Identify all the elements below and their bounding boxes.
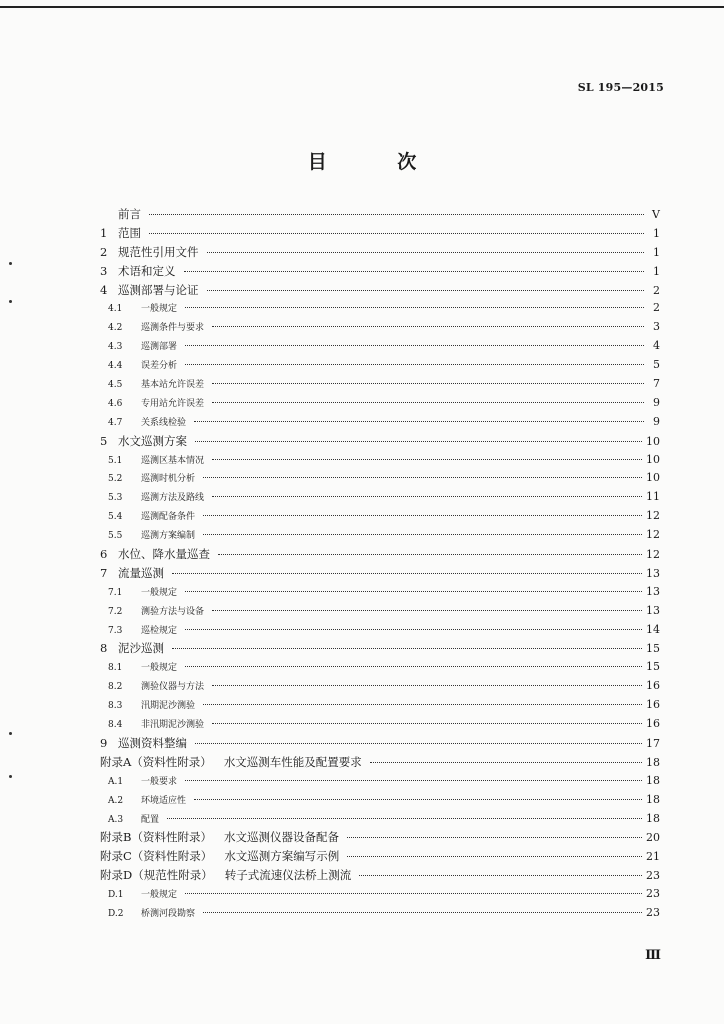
dot-leader <box>203 704 642 705</box>
toc-entry[interactable] <box>100 318 660 337</box>
toc-entry-page: 23 <box>646 905 660 919</box>
toc-entry-title: 专用站允许误差 <box>141 398 205 409</box>
dot-leader <box>172 648 642 649</box>
toc-entry-number: 2 <box>100 244 108 259</box>
toc-entry-page: 12 <box>646 528 660 542</box>
dot-leader <box>207 252 645 253</box>
toc-entry-number: 8.2 <box>108 682 123 693</box>
toc-entry-number: 7.1 <box>108 587 123 598</box>
toc-entry-title: 巡测部署与论证 <box>118 282 199 297</box>
toc-entry[interactable] <box>100 621 660 640</box>
toc-entry-page: 5 <box>653 358 660 372</box>
dot-leader <box>185 307 644 308</box>
toc-entry-title: 一般规定 <box>141 587 178 598</box>
toc-entry-page: 10 <box>646 452 660 466</box>
toc-entry-page: 9 <box>653 395 660 409</box>
toc-entry[interactable] <box>100 791 660 810</box>
toc-entry-subtitle: 水文巡测方案编写示例 <box>224 849 340 864</box>
toc-entry-title: 巡测时机分析 <box>141 474 196 485</box>
toc-entry-title: 测验仪器与方法 <box>141 682 205 693</box>
dot-leader <box>184 271 645 272</box>
toc-entry-title: 测验方法与设备 <box>141 606 205 617</box>
toc-entry-number: 7.3 <box>108 625 123 636</box>
toc-entry-title: 误差分析 <box>141 361 178 372</box>
toc-entry-title: 巡测区基本情况 <box>141 455 205 466</box>
toc-entry-number: 4.7 <box>108 417 123 428</box>
toc-entry-page: 13 <box>646 566 660 580</box>
toc-entry-title: 巡测部署 <box>141 342 178 353</box>
toc-entry[interactable] <box>100 432 660 451</box>
toc-entry-title: 流量巡测 <box>118 565 164 580</box>
toc-entry-title: 巡测条件与要求 <box>141 323 205 334</box>
toc-entry[interactable] <box>100 224 660 243</box>
toc-entry-title: 规范性引用文件 <box>118 244 199 259</box>
toc-entry-page: 18 <box>646 811 660 825</box>
toc-entry-title: 水位、降水量巡查 <box>118 547 210 562</box>
dot-leader <box>185 629 642 630</box>
toc-entry[interactable] <box>100 488 660 507</box>
toc-entry-page: 17 <box>646 736 660 750</box>
dot-leader <box>203 477 642 478</box>
dot-leader <box>185 345 644 346</box>
toc-entry-title: 配置 <box>141 814 160 825</box>
toc-entry[interactable] <box>100 810 660 829</box>
toc-entry[interactable] <box>100 394 660 413</box>
toc-entry[interactable] <box>100 243 660 262</box>
toc-entry[interactable] <box>100 451 660 470</box>
page-number: Ⅲ <box>645 948 661 963</box>
toc-entry-number: A.3 <box>108 814 124 825</box>
top-rule <box>0 6 724 8</box>
toc-entry[interactable] <box>100 413 660 432</box>
toc-entry-page: 18 <box>646 773 660 787</box>
toc-entry[interactable] <box>100 904 660 923</box>
dot-leader <box>185 591 642 592</box>
toc-entry-title: 巡检规定 <box>141 625 178 636</box>
toc-entry[interactable] <box>100 828 660 847</box>
toc-entry[interactable] <box>100 299 660 318</box>
dot-leader <box>185 893 642 894</box>
toc-entry-page: 7 <box>653 377 660 391</box>
toc-entry-number: A.2 <box>108 795 124 806</box>
toc-entry[interactable] <box>100 583 660 602</box>
toc-entry-title: 附录C（资料性附录） <box>100 849 213 864</box>
toc-entry-title: 巡测资料整编 <box>118 735 187 750</box>
toc-entry-page: V <box>652 208 660 221</box>
toc-entry-page: 13 <box>646 584 660 598</box>
toc-entry-title: 一般规定 <box>141 663 178 674</box>
dot-leader <box>149 214 644 215</box>
dot-leader <box>212 326 644 327</box>
toc-entry-number: 1 <box>100 225 108 240</box>
toc-entry-page: 23 <box>646 887 660 901</box>
toc-entry-page: 9 <box>653 414 660 428</box>
toc-entry-number: 3 <box>100 263 108 278</box>
toc-entry-number: 9 <box>100 735 108 750</box>
toc-title: 目 次 <box>307 151 449 173</box>
toc-entry-title: 泥沙巡测 <box>118 641 164 656</box>
scan-mark <box>9 300 12 303</box>
dot-leader <box>370 762 642 763</box>
toc-entry-title: 汛期泥沙测验 <box>141 701 196 712</box>
toc-entry-number: D.2 <box>108 908 124 919</box>
toc-entry-title: 非汛期泥沙测验 <box>141 720 205 731</box>
toc-entry[interactable] <box>100 866 660 885</box>
dot-leader <box>203 912 642 913</box>
toc-entry[interactable] <box>100 885 660 904</box>
toc-entry[interactable] <box>100 526 660 545</box>
toc-entry-number: 8.4 <box>108 720 123 731</box>
toc-entry-number: 5 <box>100 433 108 448</box>
toc-entry[interactable] <box>100 715 660 734</box>
toc-entry-page: 15 <box>646 642 660 656</box>
toc-entry-title: 基本站允许误差 <box>141 380 205 391</box>
toc-entry-number: 5.4 <box>108 512 123 523</box>
toc-entry-page: 12 <box>646 509 660 523</box>
toc-entry[interactable] <box>100 281 660 300</box>
toc-entry-number: 8.3 <box>108 701 123 712</box>
scan-mark <box>9 775 12 778</box>
toc-entry-number: 4.3 <box>108 342 123 353</box>
toc-entry-page: 4 <box>653 339 660 353</box>
toc-entry-page: 18 <box>646 792 660 806</box>
dot-leader <box>212 402 644 403</box>
toc-entry[interactable] <box>100 356 660 375</box>
toc-entry-page: 2 <box>653 301 660 315</box>
toc-entry[interactable] <box>100 696 660 715</box>
toc-entry-number: 6 <box>100 547 108 562</box>
toc-entry-page: 21 <box>646 850 660 864</box>
toc-entry-number: 4.2 <box>108 323 123 334</box>
dot-leader <box>203 534 642 535</box>
toc-entry-title: 巡测方案编制 <box>141 531 196 542</box>
toc-entry-page: 2 <box>653 283 660 297</box>
toc-entry[interactable] <box>100 545 660 564</box>
dot-leader <box>212 610 642 611</box>
toc-entry-number: 5.3 <box>108 493 123 504</box>
table-of-contents <box>100 205 660 923</box>
toc-entry-title: 桥测河段勘察 <box>141 908 196 919</box>
toc-entry-page: 14 <box>646 622 660 636</box>
toc-entry[interactable] <box>100 677 660 696</box>
toc-entry[interactable] <box>100 753 660 772</box>
toc-entry-number: 7 <box>100 565 108 580</box>
toc-entry-page: 15 <box>646 660 660 674</box>
toc-entry[interactable] <box>100 375 660 394</box>
toc-entry-number: 4.6 <box>108 398 123 409</box>
toc-entry-page: 1 <box>653 264 660 278</box>
toc-entry-page: 1 <box>653 226 660 240</box>
toc-entry-title: 一般要求 <box>141 776 178 787</box>
dot-leader <box>347 837 642 838</box>
toc-entry-number: A.1 <box>108 776 124 787</box>
toc-entry[interactable] <box>100 262 660 281</box>
toc-entry-number: 8.1 <box>108 663 123 674</box>
dot-leader <box>185 780 642 781</box>
dot-leader <box>167 818 642 819</box>
toc-entry-title: 关系线检验 <box>141 417 187 428</box>
document-code: SL 195—2015 <box>577 81 664 94</box>
scan-mark <box>9 262 12 265</box>
toc-entry-number: 4.4 <box>108 361 123 372</box>
toc-entry[interactable] <box>100 337 660 356</box>
toc-entry[interactable] <box>100 772 660 791</box>
toc-entry-page: 1 <box>653 245 660 259</box>
toc-entry-number: 8 <box>100 641 108 656</box>
toc-entry-page: 18 <box>646 755 660 769</box>
dot-leader <box>212 496 642 497</box>
toc-entry-subtitle: 水文巡测车性能及配置要求 <box>223 754 362 769</box>
toc-entry[interactable] <box>100 507 660 526</box>
dot-leader <box>203 515 642 516</box>
toc-entry-page: 3 <box>653 320 660 334</box>
toc-entry-number: 4.1 <box>108 304 123 315</box>
toc-entry-number: 5.5 <box>108 531 123 542</box>
dot-leader <box>359 875 642 876</box>
toc-entry-subtitle: 水文巡测仪器设备配备 <box>223 830 339 845</box>
toc-entry-number: 4 <box>100 282 108 297</box>
toc-entry-title: 附录D（规范性附录） <box>100 868 213 883</box>
toc-entry-page: 13 <box>646 603 660 617</box>
toc-entry-page: 10 <box>646 434 660 448</box>
toc-entry-title: 巡测配备条件 <box>141 512 196 523</box>
dot-leader <box>212 383 644 384</box>
toc-entry[interactable] <box>100 658 660 677</box>
dot-leader <box>212 723 642 724</box>
dot-leader <box>194 421 644 422</box>
toc-entry-title: 一般规定 <box>141 890 178 901</box>
toc-entry-page: 11 <box>646 490 660 504</box>
toc-entry[interactable] <box>100 205 660 224</box>
scan-mark <box>9 732 12 735</box>
toc-entry[interactable] <box>100 602 660 621</box>
toc-entry-title: 附录A（资料性附录） <box>100 754 212 769</box>
toc-entry-number: 7.2 <box>108 606 123 617</box>
toc-entry-page: 12 <box>646 548 660 562</box>
toc-entry[interactable] <box>100 847 660 866</box>
toc-entry-page: 20 <box>646 831 660 845</box>
toc-entry-title: 术语和定义 <box>118 263 176 278</box>
toc-entry-subtitle: 转子式流速仪法桥上测流 <box>224 868 352 883</box>
toc-entry-title: 水文巡测方案 <box>118 433 187 448</box>
toc-entry-number: 5.2 <box>108 474 123 485</box>
toc-entry-page: 16 <box>646 698 660 712</box>
dot-leader <box>195 441 642 442</box>
dot-leader <box>195 743 642 744</box>
toc-entry-title: 环境适应性 <box>141 795 187 806</box>
toc-entry-title: 前言 <box>118 207 141 221</box>
toc-entry-title: 范围 <box>118 225 141 240</box>
dot-leader <box>172 573 642 574</box>
dot-leader <box>185 364 644 365</box>
toc-entry-page: 23 <box>646 869 660 883</box>
toc-entry[interactable] <box>100 469 660 488</box>
dot-leader <box>212 685 642 686</box>
toc-entry[interactable] <box>100 564 660 583</box>
dot-leader <box>347 856 642 857</box>
dot-leader <box>194 799 642 800</box>
toc-entry-number: 4.5 <box>108 380 123 391</box>
toc-entry-page: 16 <box>646 679 660 693</box>
dot-leader <box>207 290 645 291</box>
dot-leader <box>185 666 642 667</box>
toc-entry[interactable] <box>100 734 660 753</box>
toc-entry-page: 16 <box>646 717 660 731</box>
toc-entry-page: 10 <box>646 471 660 485</box>
toc-entry-title: 一般规定 <box>141 304 178 315</box>
toc-entry[interactable] <box>100 639 660 658</box>
dot-leader <box>149 233 644 234</box>
dot-leader <box>212 459 642 460</box>
toc-entry-title: 巡测方法及路线 <box>141 493 205 504</box>
toc-entry-number: 5.1 <box>108 455 123 466</box>
toc-entry-title: 附录B（资料性附录） <box>100 830 212 845</box>
toc-entry-number: D.1 <box>108 890 124 901</box>
dot-leader <box>218 554 642 555</box>
